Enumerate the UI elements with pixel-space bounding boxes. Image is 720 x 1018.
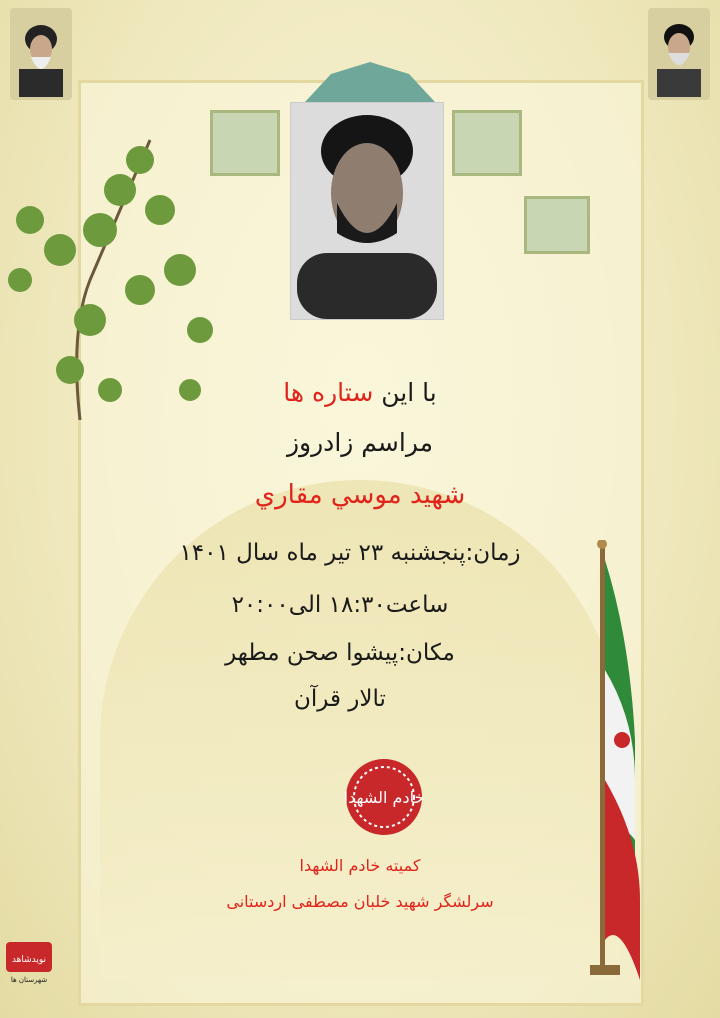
hall-line: تالار قرآن [294, 686, 386, 712]
heading-prefix: با این [381, 378, 437, 407]
iran-flag [560, 540, 650, 980]
corner-logo-text: نویدشاهد [11, 955, 47, 965]
time-line: ساعت۱۸:۳۰ الی۲۰:۰۰ [231, 592, 449, 618]
ceremony-title: مراسم زادروز [286, 428, 434, 457]
heading [0, 378, 720, 407]
leader-portrait-right [648, 8, 710, 100]
ornament-tile [524, 196, 590, 254]
portrait-icon [13, 11, 69, 97]
navideshahed-logo [4, 938, 54, 986]
date-line: زمان:پنجشنبه ۲۳ تیر ماه سال ۱۴۰۱ [179, 540, 521, 566]
committee-name: کمیته خادم الشهدا [299, 856, 421, 875]
khadem-shohada-logo [333, 756, 435, 838]
corner-logo-sub: شهرستان ها [10, 976, 48, 984]
corps-name: سرلشگر شهید خلبان مصطفی اردستانی [226, 892, 494, 911]
portrait-icon [651, 11, 707, 97]
place-line: مکان:پیشوا صحن مطهر [225, 640, 455, 666]
ornament-tile [452, 110, 522, 176]
martyr-name: شهید موسي مقاري [254, 480, 466, 510]
martyr-portrait-icon [291, 103, 443, 319]
leader-portrait-left [10, 8, 72, 100]
logo-text: خادم الشهدا [343, 788, 425, 807]
heading-highlight: ستاره ها [283, 378, 374, 407]
martyr-photo [290, 102, 444, 320]
